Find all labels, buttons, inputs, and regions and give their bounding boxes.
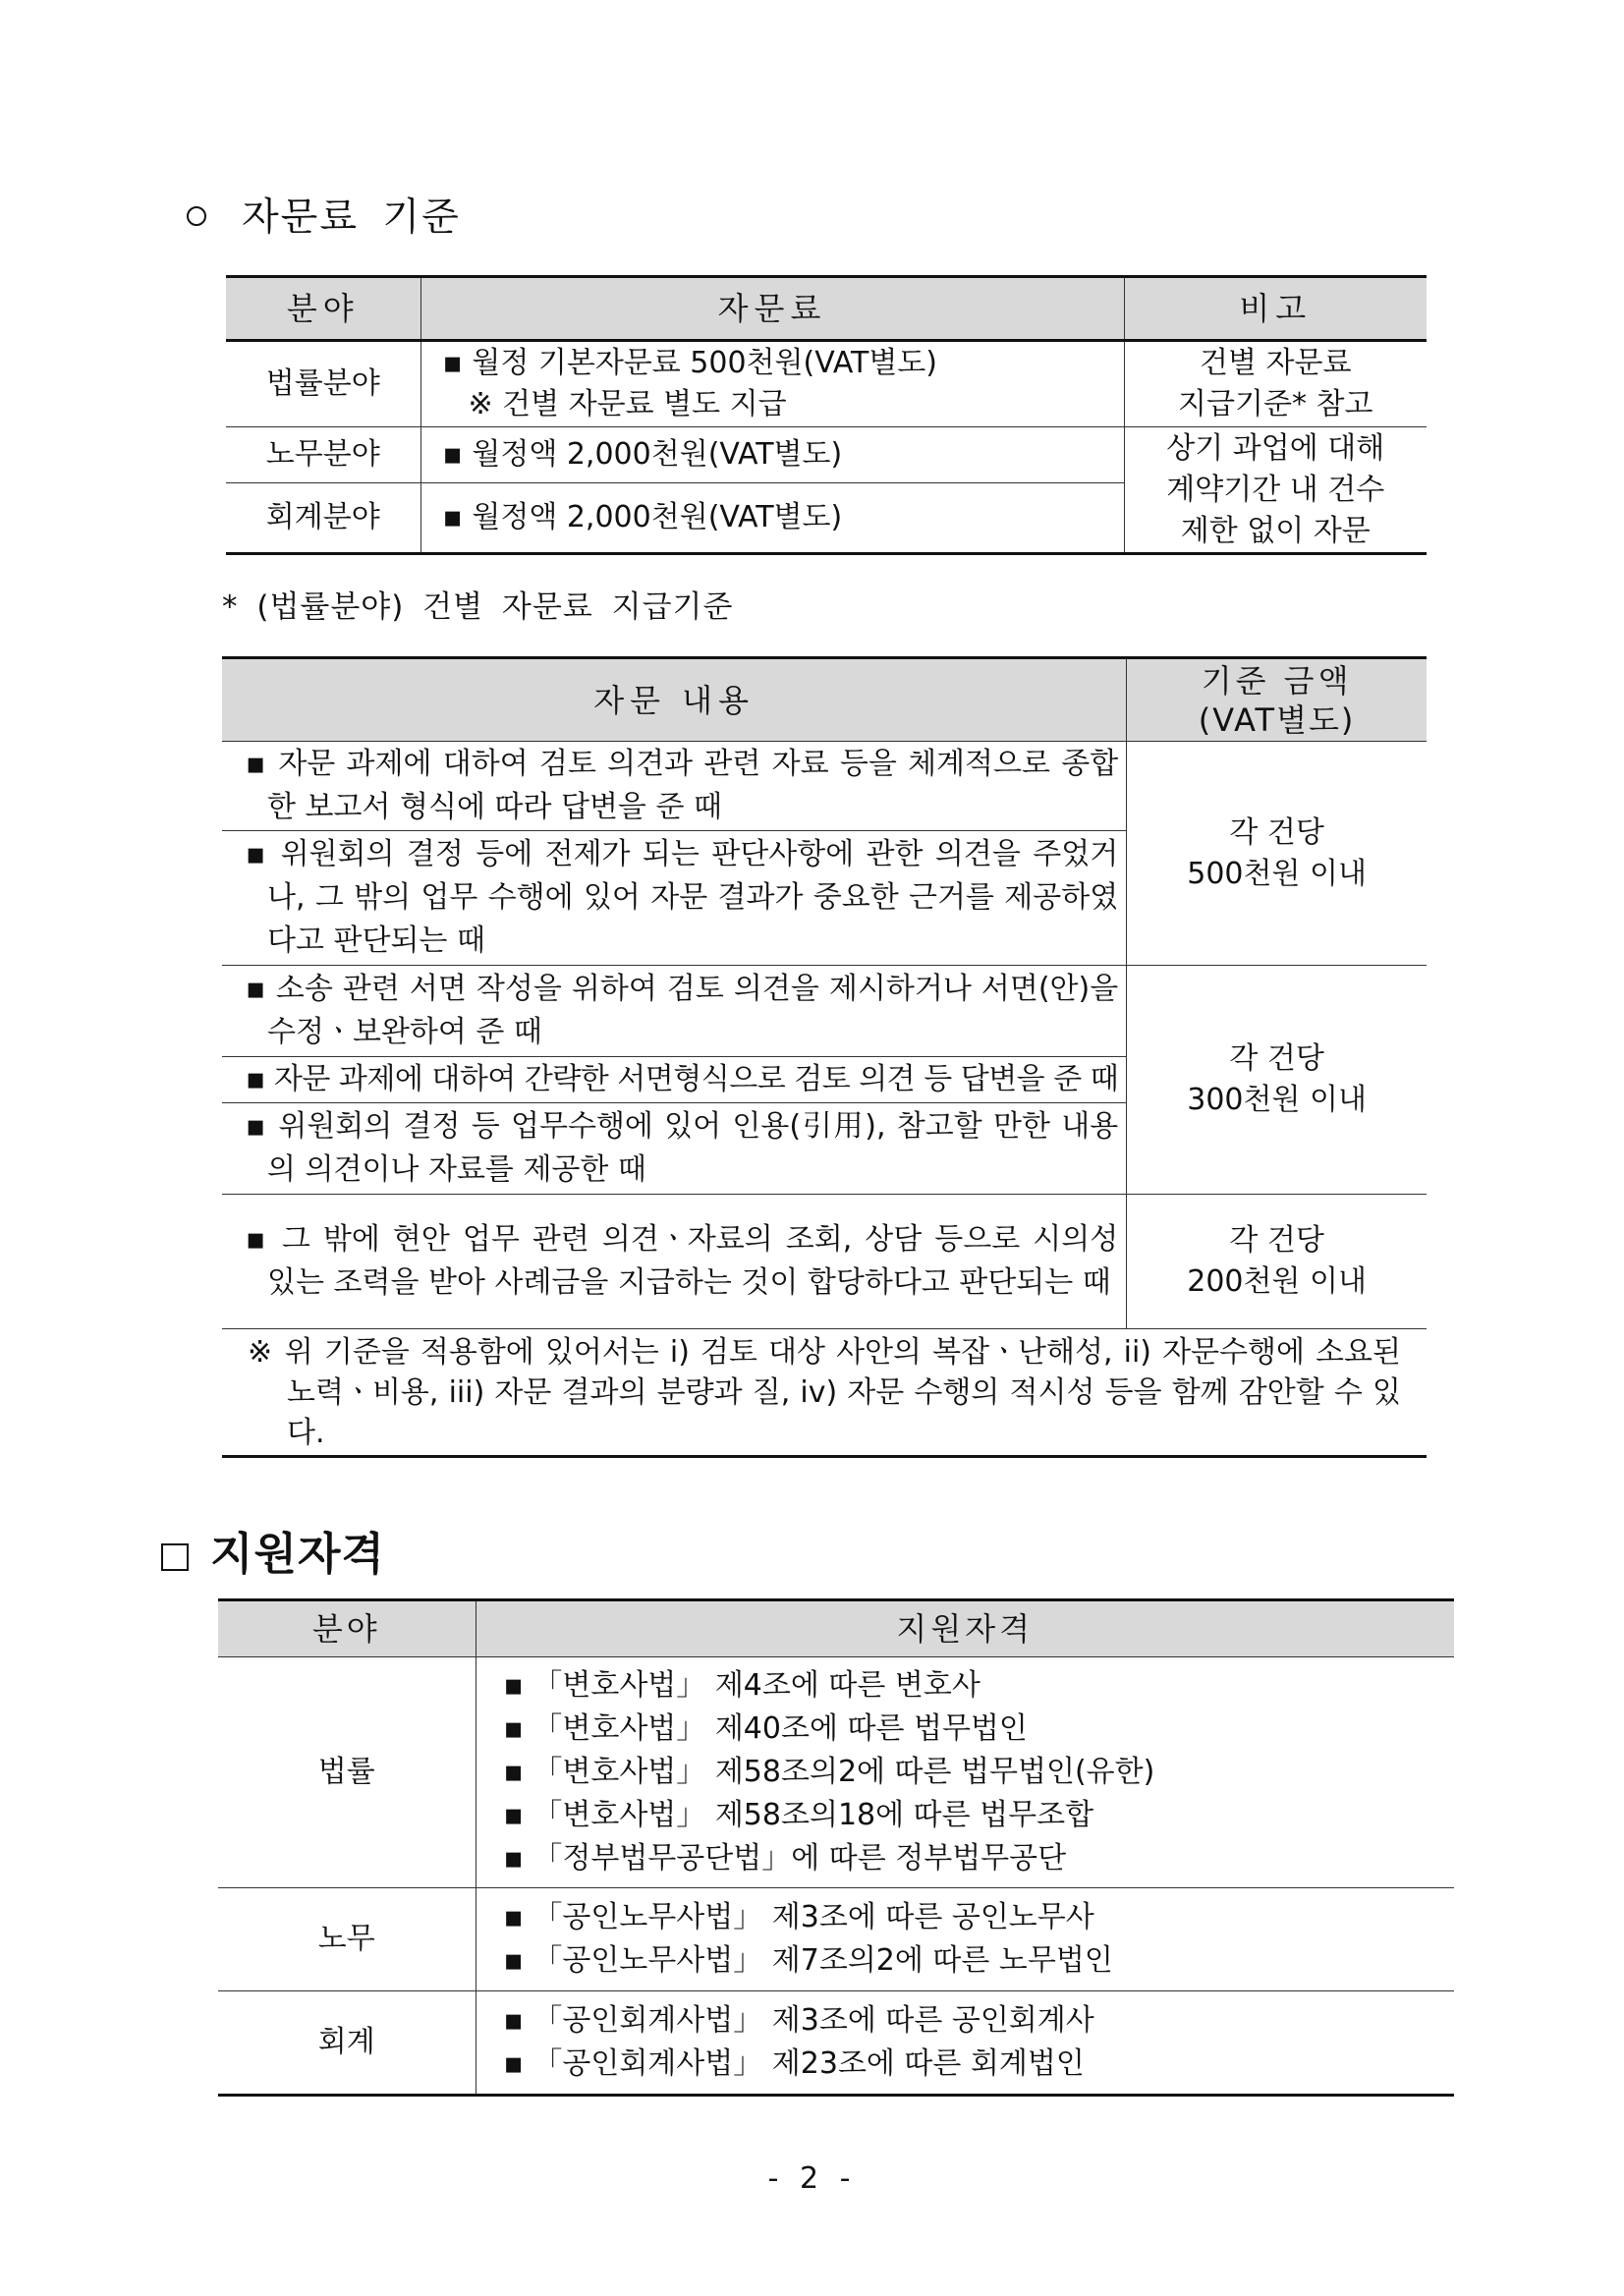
case-fee-item: ▪ 소송 관련 서면 작성을 위하여 검토 의견을 제시하거나 서면(안)을 수정ㆍ보완하여 준 때 각 건당 300천원 이내 [222,966,1427,1057]
fee-table-header-fee: 자문료 [420,277,1124,341]
case-fee-amount: 각 건당 500천원 이내 [1127,742,1427,966]
fee-row-field: 회계분야 [226,483,420,554]
case-fee-header-amount: 기준 금액 (VAT별도) [1127,658,1427,742]
case-fee-item: ▪ 자문 과제에 대하여 간략한 서면형식으로 검토 의견 등 답변을 준 때 [222,1057,1427,1103]
qualification-heading: 지원자격 [161,1518,385,1582]
fee-table [226,275,1427,555]
fee-section-heading: 자문료 기준 [187,187,461,242]
fee-row-remark: 건별 자문료 지급기준* 참고 [1124,341,1427,427]
qualification-row-legal [218,1657,1454,1888]
qualification-list: ▪ 「변호사법」 제4조에 따른 변호사 ▪ 「변호사법」 제40조에 따른 법무법인 ▪ 「변호사법」 제58조의2에 따른 법무법인(유한) ▪ 「변호사법」 제58조의18에 따른 법무조합 ▪ 「정부법무공단법」에 따른 정부법무공단 [476,1657,1454,1888]
qualification-field: 법률 [218,1657,476,1888]
page-number: - 2 - [767,2161,857,2196]
case-fee-item: ▪ 위원회의 결정 등에 전제가 되는 판단사항에 관한 의견을 주었거나, 그 밖의 업무 수행에 있어 자문 결과가 중요한 근거를 제공하였다고 판단되는 때 [222,831,1427,966]
fee-row-field: 법률분야 [226,341,420,427]
case-fee-item: ▪ 그 밖에 현안 업무 관련 의견ㆍ자료의 조회, 상담 등으로 시의성 있는 조력을 받아 사례금을 지급하는 것이 합당하다고 판단되는 때 각 건당 200천원 이내 [222,1195,1427,1329]
case-fee-amount: 각 건당 300천원 이내 [1127,966,1427,1195]
qualification-row-labor [218,1888,1454,1991]
case-fee-item: ▪ 자문 과제에 대하여 검토 의견과 관련 자료 등을 체계적으로 종합한 보고서 형식에 따라 답변을 준 때 각 건당 500천원 이내 [222,742,1427,831]
case-fee-caption: * (법률분야) 건별 자문료 지급기준 [222,589,734,625]
fee-row-detail: ▪ 월정액 2,000천원(VAT별도) [420,483,1124,554]
qualification-list: ▪ 「공인회계사법」 제3조에 따른 공인회계사 ▪ 「공인회계사법」 제23조에 따른 회계법인 [476,1991,1454,2096]
case-fee-item: ▪ 위원회의 결정 등 업무수행에 있어 인용(引用), 참고할 만한 내용의 의견이나 자료를 제공한 때 [222,1103,1427,1195]
checkbox-square-icon [161,1543,189,1571]
circle-bullet-icon [187,206,206,226]
case-fee-header-content: 자문 내용 [222,658,1127,742]
fee-row-legal [226,341,1427,427]
qualification-table [218,1598,1454,2097]
case-fee-amount: 각 건당 200천원 이내 [1127,1195,1427,1329]
case-fee-note: ※ 위 기준을 적용함에 있어서는 i) 검토 대상 사안의 복잡ㆍ난해성, ii) 자문수행에 소요된 노력ㆍ비용, iii) 자문 결과의 분량과 질, iv) 자문 수행의 적시성 등을 함께 감안할 수 있다. [222,1329,1427,1457]
fee-row-field: 노무분야 [226,427,420,483]
fee-row-labor [226,427,1427,483]
fee-table-header-field: 분야 [226,277,420,341]
qualification-list: ▪ 「공인노무사법」 제3조에 따른 공인노무사 ▪ 「공인노무사법」 제7조의2에 따른 노무법인 [476,1888,1454,1991]
qualification-field: 노무 [218,1888,476,1991]
qualification-header-field: 분야 [218,1600,476,1657]
fee-row-detail: ▪ 월정액 2,000천원(VAT별도) [420,427,1124,483]
qualification-row-accounting [218,1991,1454,2096]
fee-row-detail: ▪ 월정 기본자문료 500천원(VAT별도) ※ 건별 자문료 별도 지급 [420,341,1124,427]
fee-shared-remark: 상기 과업에 대해 계약기간 내 건수 제한 없이 자문 [1124,427,1427,554]
fee-table-header-remark: 비고 [1124,277,1427,341]
case-fee-table [222,656,1427,1458]
qualification-header-requirements: 지원자격 [476,1600,1454,1657]
qualification-field: 회계 [218,1991,476,2096]
case-fee-note-row [222,1329,1427,1457]
